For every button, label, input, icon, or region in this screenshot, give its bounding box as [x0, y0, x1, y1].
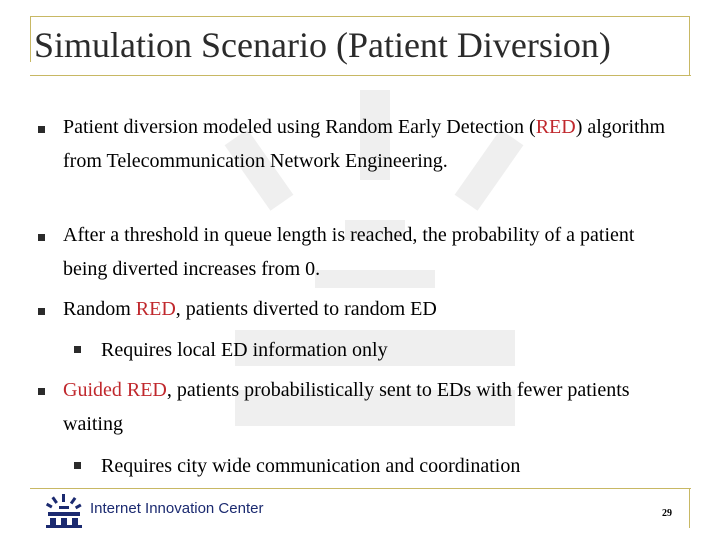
page-number: 29	[662, 508, 672, 519]
bullet-text: ) algorithm from Telecommunication Network Engineering.	[63, 116, 666, 172]
bullet-marker	[38, 388, 45, 395]
bullet-item: After a threshold in queue length is reached, the probability of a patient being diverted increases from 0.	[63, 224, 635, 280]
bullet-item	[63, 110, 673, 178]
bullet-item	[63, 292, 673, 326]
bullet-marker	[38, 126, 45, 133]
footer-org-name: Internet Innovation Center	[90, 500, 264, 517]
sub-bullet-marker	[74, 462, 81, 469]
bullet-item	[63, 373, 673, 441]
sub-bullet-item: Requires local ED information only	[101, 339, 388, 361]
bullet-text: Random	[63, 298, 136, 320]
bullet-marker	[38, 234, 45, 241]
footer-rule-vertical	[689, 488, 690, 528]
bullet-text: , patients probabilistically sent to EDs with fewer patients waiting	[63, 379, 630, 435]
bullet-text: , patients diverted to random ED	[175, 298, 437, 320]
bullet-text: Patient diversion modeled using Random Early Detection (	[63, 116, 536, 138]
sub-bullet-item: Requires city wide communication and coordination	[101, 455, 521, 477]
bullet-marker	[38, 308, 45, 315]
slide-title: Simulation Scenario (Patient Diversion)	[34, 25, 611, 65]
highlight-text: Guided RED	[63, 379, 167, 401]
footer-rule	[30, 488, 691, 489]
frame-right-line	[689, 16, 690, 76]
highlight-text: RED	[135, 298, 176, 320]
frame-left-line	[30, 16, 31, 62]
sub-bullet-marker	[74, 346, 81, 353]
frame-top-line	[30, 16, 690, 17]
highlight-text: RED	[535, 116, 576, 138]
internet-innovation-center-logo-icon	[44, 493, 84, 529]
